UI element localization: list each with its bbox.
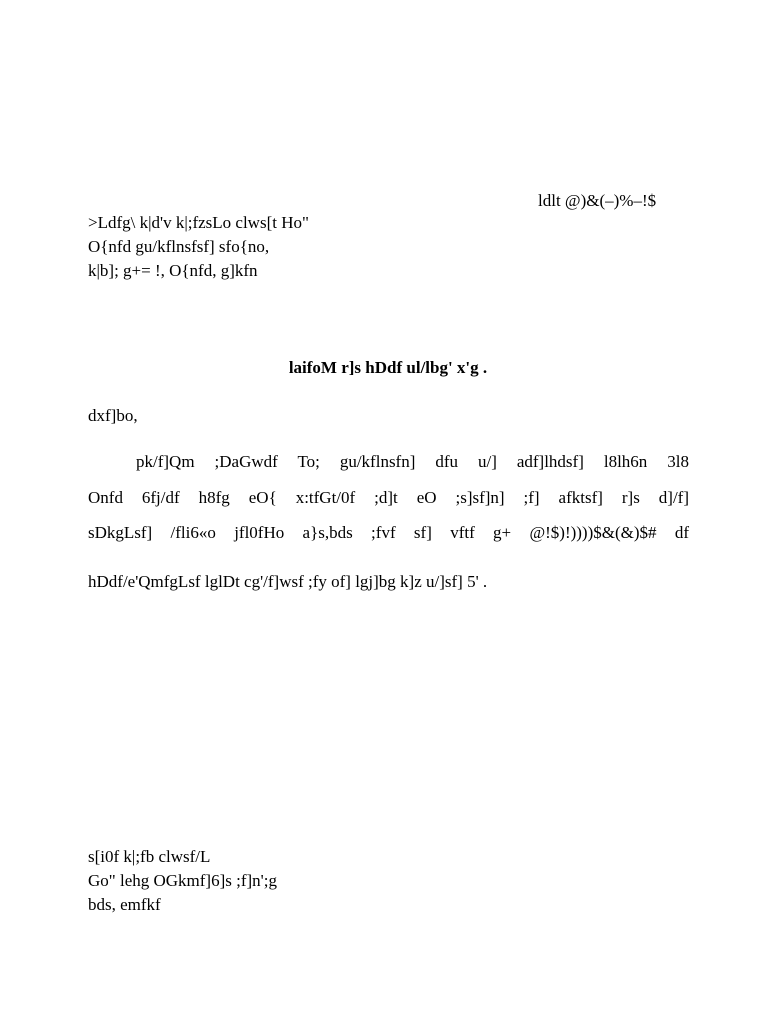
- address-line: k|b]; g+= !, O{nfd, g]kfn: [88, 261, 258, 280]
- subject-line: laifoM r]s hDdf ul/lbg' x'g .: [288, 358, 488, 377]
- salutation: dxf]bo,: [88, 406, 138, 425]
- body-line: pk/f]Qm ;DaGwdf To; gu/kflnsfn] dfu u/] adf]lhdsf] l8lh6n 3l8: [136, 452, 689, 471]
- address-line: >Ldfg\ k|d'v k|;fzsLo clws[t Ho": [88, 213, 309, 232]
- date-line: ldlt @)&(–)%–!$: [538, 191, 657, 210]
- body-line: Onfd 6fj/df h8fg eO{ x:tfGt/0f ;d]t eO ;s]sf]n] ;f] afktsf] r]s d]/f]: [88, 488, 689, 507]
- body-line: sDkgLsf] /fli6«o jfl0fHo a}s,bds ;fvf sf] vftf g+ @!$)!))))$&(&)$# df: [88, 523, 689, 542]
- signature-line: s[i0f k|;fb clwsf/L: [88, 847, 211, 866]
- signature-line: Go" lehg OGkmf]6]s ;f]n';g: [88, 871, 277, 890]
- body-line: hDdf/e'QmfgLsf lglDt cg'/f]wsf ;fy of] lgj]bg k]z u/]sf] 5' .: [88, 572, 488, 591]
- signature-line: bds, emfkf: [88, 895, 161, 914]
- address-line: O{nfd gu/kflnsfsf] sfo{no,: [88, 237, 270, 256]
